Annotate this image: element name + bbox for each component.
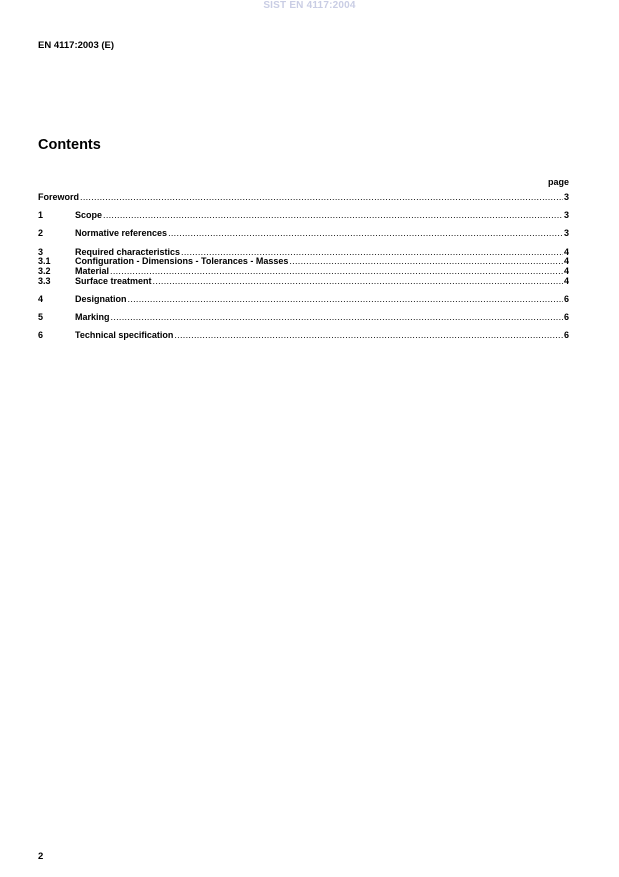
toc-entry-foreword[interactable] xyxy=(38,192,569,203)
toc-entry-title: Foreword xyxy=(38,192,80,202)
watermark: SIST EN 4117:2004 xyxy=(263,0,356,11)
toc-entry-number: 1 xyxy=(38,210,44,220)
document-id: EN 4117:2003 (E) xyxy=(38,40,115,51)
toc-dot-leader xyxy=(153,276,563,287)
toc-entry-page: 6 xyxy=(563,330,569,340)
toc-entry-number: 3.3 xyxy=(38,276,51,286)
toc-entry-surface-treatment[interactable] xyxy=(38,276,569,287)
toc-entry-page: 3 xyxy=(563,228,569,238)
toc-entry-marking[interactable] xyxy=(38,312,569,323)
toc-entry-normative-references[interactable] xyxy=(38,228,569,239)
toc-dot-leader xyxy=(80,192,563,203)
toc-entry-number: 3.1 xyxy=(38,256,51,266)
toc-entry-technical-specification[interactable] xyxy=(38,330,569,341)
page-column-label: page xyxy=(547,177,569,187)
toc-dot-leader xyxy=(111,312,563,323)
toc-entry-title: Marking xyxy=(75,312,110,322)
toc-entry-title: Scope xyxy=(75,210,103,220)
toc-entry-title: Designation xyxy=(75,294,127,304)
toc-dot-leader xyxy=(174,330,563,341)
toc-entry-number: 6 xyxy=(38,330,44,340)
toc-entry-title: Material xyxy=(75,266,110,276)
toc-entry-title: Required characteristics xyxy=(75,247,181,257)
toc-entry-page: 6 xyxy=(563,294,569,304)
toc-dot-leader xyxy=(128,294,563,305)
toc-entry-title: Technical specification xyxy=(75,330,174,340)
toc-entry-title: Surface treatment xyxy=(75,276,152,286)
toc-entry-page: 4 xyxy=(563,247,569,257)
toc-entry-number: 5 xyxy=(38,312,44,322)
toc-entry-page: 4 xyxy=(563,266,569,276)
toc-entry-page: 3 xyxy=(563,210,569,220)
footer-page-number: 2 xyxy=(38,851,44,862)
toc-entry-title: Normative references xyxy=(75,228,168,238)
toc-entry-title: Configuration - Dimensions - Tolerances - Masses xyxy=(75,256,289,266)
toc-entry-number: 3 xyxy=(38,247,44,257)
toc-entry-page: 6 xyxy=(563,312,569,322)
toc-dot-leader xyxy=(168,228,563,239)
toc-entry-number: 4 xyxy=(38,294,44,304)
toc-entry-scope[interactable] xyxy=(38,210,569,221)
toc-entry-number: 3.2 xyxy=(38,266,51,276)
toc-entry-page: 4 xyxy=(563,256,569,266)
toc-dot-leader xyxy=(103,210,563,221)
toc-entry-page: 4 xyxy=(563,276,569,286)
toc-entry-designation[interactable] xyxy=(38,294,569,305)
contents-title: Contents xyxy=(38,137,101,153)
toc-entry-number: 2 xyxy=(38,228,44,238)
toc-entry-page: 3 xyxy=(563,192,569,202)
